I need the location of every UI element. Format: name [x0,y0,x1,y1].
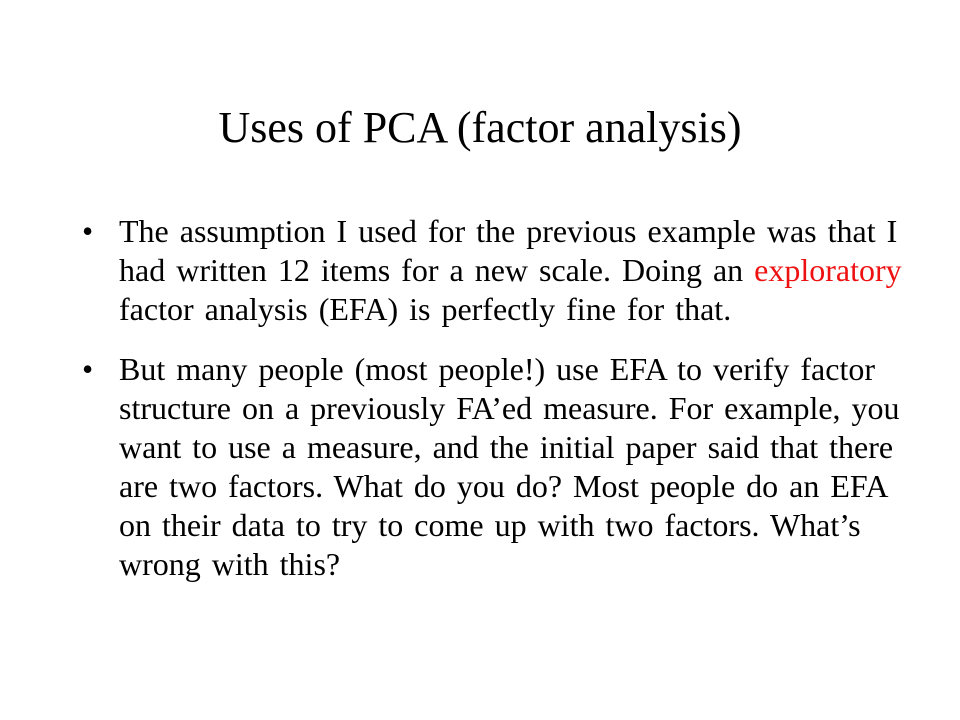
bullet-text: But many people (most people!) use EFA to verify factor structure on a previously FA’ed measure. For example, you want to use a measure, and the initial paper said that there are two factors. What do you do? Most people do an EFA on their data to try to come up with two factors. What’s wrong with this? [119,351,900,582]
bullet-item-verify [82,350,902,584]
bullet-item-exploratory [82,212,902,329]
bullet-text-part: factor analysis (EFA) is perfectly fine for that. [119,291,732,327]
slide-title: Uses of PCA (factor analysis) [218,103,742,152]
highlighted-term: exploratory [754,252,902,288]
bullet-dot-icon: • [82,351,94,387]
bullet-list [82,212,902,605]
bullet-text-part: The assumption I used for the previous example was that I had written 12 items for a new scale. Doing an [119,213,898,288]
bullet-dot-icon: • [82,213,94,249]
